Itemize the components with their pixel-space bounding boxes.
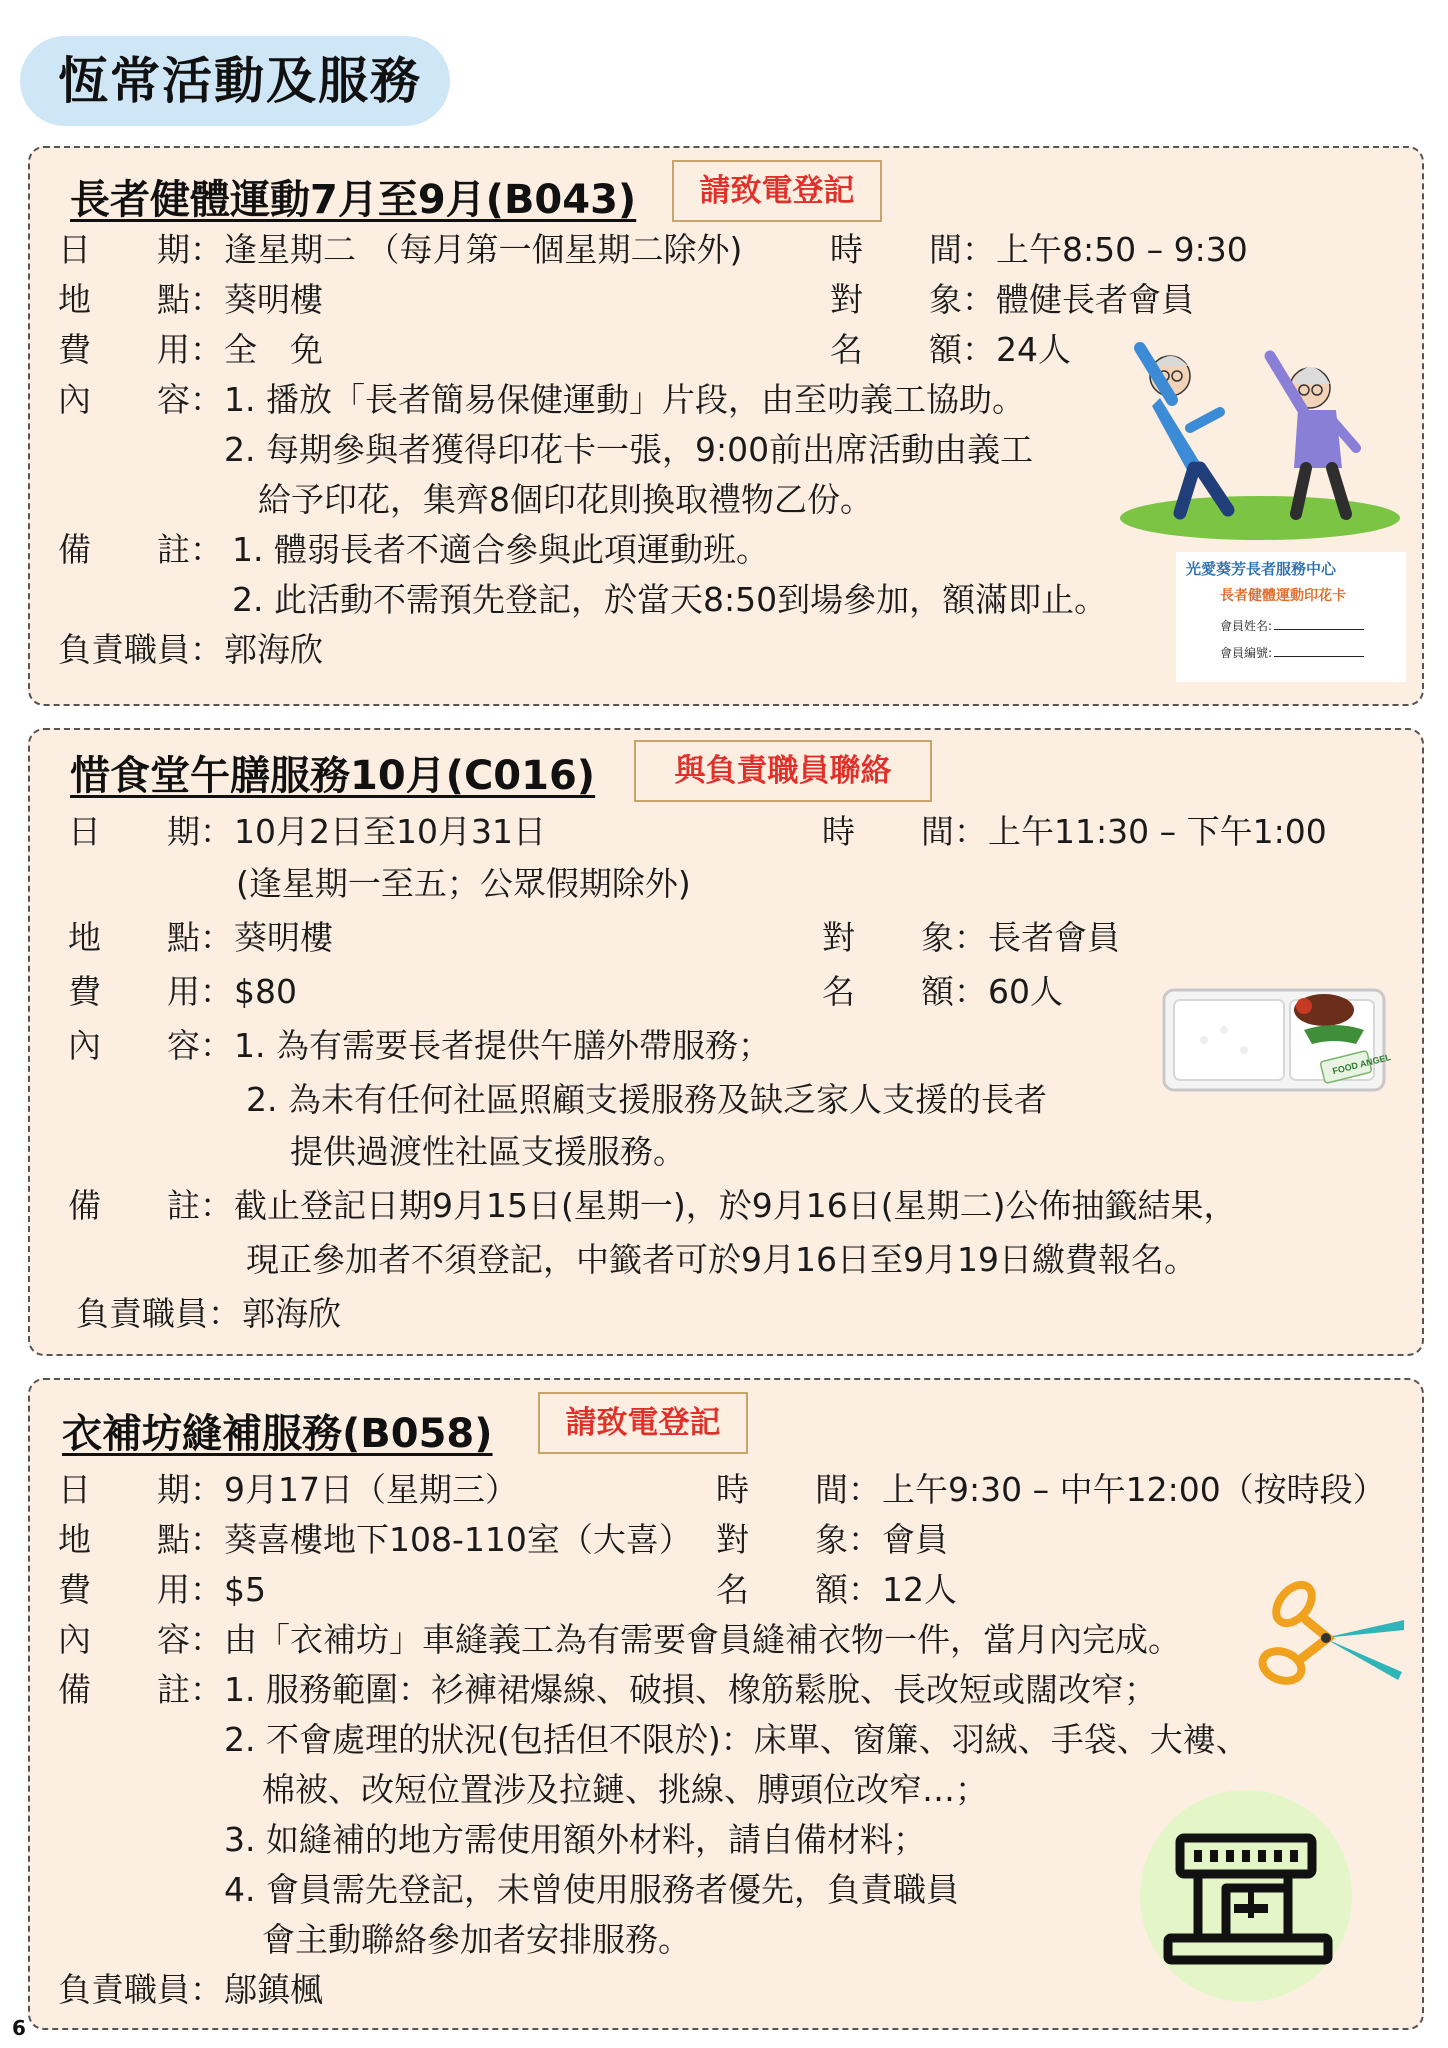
remarks-line: 棉被、改短位置涉及拉鏈、挑線、膊頭位改窄…； (262, 1770, 988, 1809)
staff-value: 鄔鎮楓 (224, 1970, 323, 2009)
venue-value: 葵喜樓地下108-110室（大喜） (224, 1520, 692, 1559)
time-value: 上午8:50 – 9:30 (996, 230, 1248, 269)
card-title: 衣補坊縫補服務(B058) (62, 1411, 493, 1457)
fee-label: 費 用： (58, 1570, 223, 1609)
remarks-line: 會主動聯絡參加者安排服務。 (262, 1920, 691, 1959)
quota-value: 60人 (988, 972, 1063, 1011)
date-label: 日 期： (58, 1470, 223, 1509)
date-value: 9月17日（星期三） (224, 1470, 518, 1509)
time-value: 上午11:30 – 下午1:00 (988, 812, 1327, 851)
target-label: 對 象： (716, 1520, 881, 1559)
time-label: 時 間： (822, 812, 987, 851)
registration-tag: 請致電登記 (672, 160, 882, 222)
remarks-label: 備 註： (68, 1186, 233, 1225)
target-label: 對 象： (822, 918, 987, 957)
remarks-line: 1. 服務範圍：衫褲裙爆線、破損、橡筋鬆脫、長改短或闊改窄； (224, 1670, 1157, 1709)
content-line: 提供過渡性社區支援服務。 (290, 1132, 686, 1171)
target-label: 對 象： (830, 280, 995, 319)
date-value: 10月2日至10月31日 (234, 812, 546, 851)
staff-label: 負責職員： (76, 1294, 241, 1333)
fee-value: $80 (234, 972, 297, 1011)
content-label: 內 容： (58, 380, 223, 419)
content-line: 1. 播放「長者簡易保健運動」片段，由至叻義工協助。 (224, 380, 1025, 419)
stamp-card-org: 光愛葵芳長者服務中心 (1186, 560, 1337, 578)
remarks-line: 截止登記日期9月15日(星期一)，於9月16日(星期二)公佈抽籤結果， (234, 1186, 1237, 1225)
content-line: 給予印花，集齊8個印花則換取禮物乙份。 (258, 480, 873, 519)
target-value: 會員 (882, 1520, 948, 1559)
venue-label: 地 點： (68, 918, 233, 957)
remarks-line: 2. 此活動不需預先登記，於當天8:50到場參加，額滿即止。 (232, 580, 1108, 619)
sewing-machine-icon (1138, 1788, 1354, 2004)
staff-value: 郭海欣 (224, 630, 323, 669)
scissors-icon (1254, 1580, 1414, 1700)
time-value: 上午9:30 – 中午12:00（按時段） (882, 1470, 1386, 1509)
page-number: 6 (12, 2016, 26, 2040)
activity-card-sewing (28, 1378, 1424, 2030)
food-angel-label: FOOD ANGEL (1331, 1052, 1392, 1077)
time-label: 時 間： (830, 230, 995, 269)
quota-label: 名 額： (716, 1570, 881, 1609)
quota-value: 24人 (996, 330, 1071, 369)
remarks-label: 備 註： (58, 1670, 223, 1709)
staff-value: 郭海欣 (242, 1294, 341, 1333)
remarks-line: 4. 會員需先登記，未曾使用服務者優先，負責職員 (224, 1870, 959, 1909)
remarks-line: 2. 不會處理的狀況(包括但不限於)：床單、窗簾、羽絨、手袋、大褸、 (224, 1720, 1249, 1759)
venue-value: 葵明樓 (234, 918, 333, 957)
content-label: 內 容： (68, 1026, 233, 1065)
fee-value: $5 (224, 1570, 266, 1609)
target-value: 體健長者會員 (996, 280, 1194, 319)
card-title: 惜食堂午膳服務10月(C016) (70, 753, 596, 799)
exercising-seniors-illustration (1110, 328, 1410, 548)
remarks-line: 1. 體弱長者不適合參與此項運動班。 (232, 530, 769, 569)
quota-label: 名 額： (830, 330, 995, 369)
date-value: 逢星期二 （每月第一個星期二除外) (224, 230, 743, 269)
fee-label: 費 用： (68, 972, 233, 1011)
lunch-box-illustration (1154, 960, 1394, 1110)
remarks-line: 3. 如縫補的地方需使用額外材料，請自備材料； (224, 1820, 926, 1859)
date-label: 日 期： (58, 230, 223, 269)
stamp-card-member-no: 會員編號: (1220, 646, 1273, 660)
content-line: 1. 為有需要長者提供午膳外帶服務； (234, 1026, 771, 1065)
staff-label: 負責職員： (58, 630, 223, 669)
staff-label: 負責職員： (58, 1970, 223, 2009)
contact-staff-tag: 與負責職員聯絡 (634, 740, 932, 802)
content-value: 由「衣補坊」車縫義工為有需要會員縫補衣物一件，當月內完成。 (224, 1620, 1181, 1659)
fee-label: 費 用： (58, 330, 223, 369)
date-label: 日 期： (68, 812, 233, 851)
registration-tag: 請致電登記 (538, 1392, 748, 1454)
stamp-card-image (1176, 552, 1406, 682)
stamp-card-member-name: 會員姓名: (1220, 619, 1273, 633)
time-label: 時 間： (716, 1470, 881, 1509)
content-line: 2. 為未有任何社區照顧支援服務及缺乏家人支援的長者 (246, 1080, 1047, 1119)
venue-label: 地 點： (58, 280, 223, 319)
target-value: 長者會員 (988, 918, 1120, 957)
activity-card-lunch (28, 728, 1424, 1356)
remarks-line: 現正參加者不須登記，中籤者可於9月16日至9月19日繳費報名。 (246, 1240, 1197, 1279)
stamp-card-name: 長者健體運動印花卡 (1220, 588, 1346, 604)
date-note: (逢星期一至五；公眾假期除外) (236, 864, 691, 903)
fee-value: 全 免 (224, 330, 323, 369)
venue-label: 地 點： (58, 1520, 223, 1559)
quota-value: 12人 (882, 1570, 957, 1609)
page-title: 恆常活動及服務 (20, 36, 450, 126)
venue-value: 葵明樓 (224, 280, 323, 319)
quota-label: 名 額： (822, 972, 987, 1011)
card-title: 長者健體運動7月至9月(B043) (70, 177, 637, 223)
content-label: 內 容： (58, 1620, 223, 1659)
remarks-label: 備 註： (58, 530, 223, 569)
content-line: 2. 每期參與者獲得印花卡一張，9:00前出席活動由義工 (224, 430, 1034, 469)
